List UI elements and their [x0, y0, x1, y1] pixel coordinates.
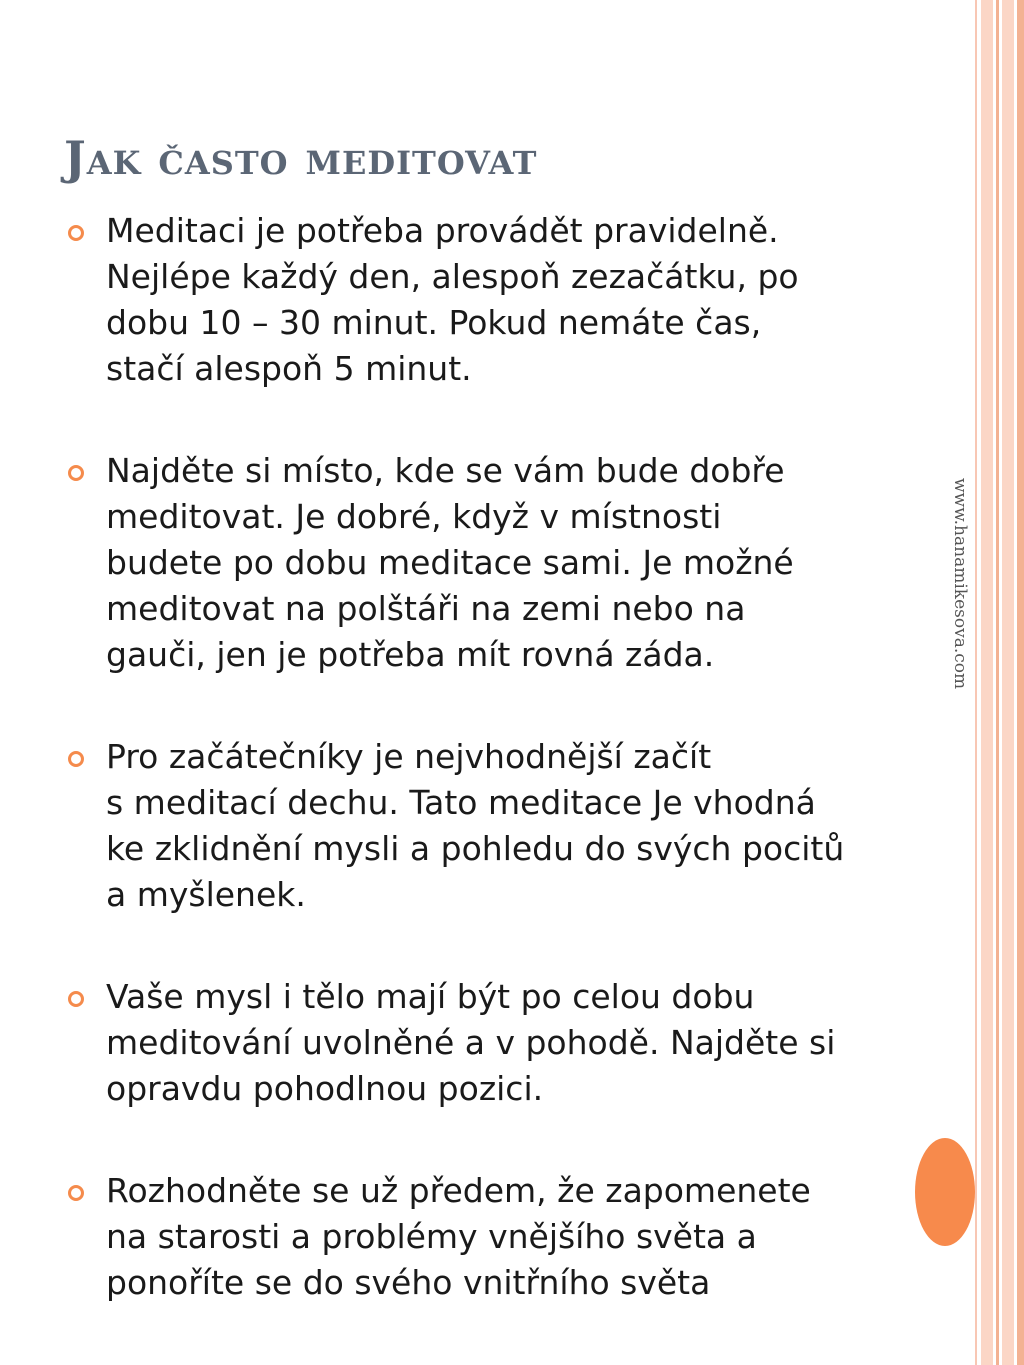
- decorative-stripe: [1017, 0, 1024, 1365]
- decorative-oval: [915, 1138, 975, 1246]
- watermark-url: www.hanamikesova.com: [950, 478, 970, 690]
- list-item: [62, 1168, 962, 1306]
- list-item: [62, 734, 962, 918]
- bullet-icon: [68, 465, 84, 481]
- bullet-icon: [68, 1185, 84, 1201]
- list-item: [62, 448, 962, 678]
- bullet-text: Vaše mysl i tělo mají být po celou dobu meditování uvolněné a v pohodě. Najděte si opravdu pohodlnou pozici.: [106, 977, 836, 1108]
- bullet-text: Najděte si místo, kde se vám bude dobře meditovat. Je dobré, když v místnosti budete po dobu meditace sami. Je možné meditovat na polštáři na zemi nebo na gauči, jen je potřeba mít rovná záda.: [106, 451, 794, 674]
- bullet-icon: [68, 751, 84, 767]
- decorative-stripe: [996, 0, 999, 1365]
- list-item: [62, 208, 962, 392]
- bullet-text: Meditaci je potřeba provádět pravidelně. Nejlépe každý den, alespoň zezačátku, po dobu 10 – 30 minut. Pokud nemáte čas, stačí alespoň 5 minut.: [106, 211, 799, 388]
- decorative-stripe: [975, 0, 977, 1365]
- decorative-stripe: [1002, 0, 1014, 1365]
- bullet-icon: [68, 225, 84, 241]
- bullet-list: [62, 208, 962, 1362]
- decorative-stripe: [981, 0, 993, 1365]
- bullet-text: Rozhodněte se už předem, že zapomenete na starosti a problémy vnějšího světa a ponoříte se do svého vnitřního světa: [106, 1171, 811, 1302]
- bullet-text: Pro začátečníky je nejvhodnější začít s meditací dechu. Tato meditace Je vhodná ke zklidnění mysli a pohledu do svých pocitů a myšlenek.: [106, 737, 845, 914]
- bullet-icon: [68, 991, 84, 1007]
- slide-title: Jak často meditovat: [64, 131, 538, 185]
- list-item: [62, 974, 962, 1112]
